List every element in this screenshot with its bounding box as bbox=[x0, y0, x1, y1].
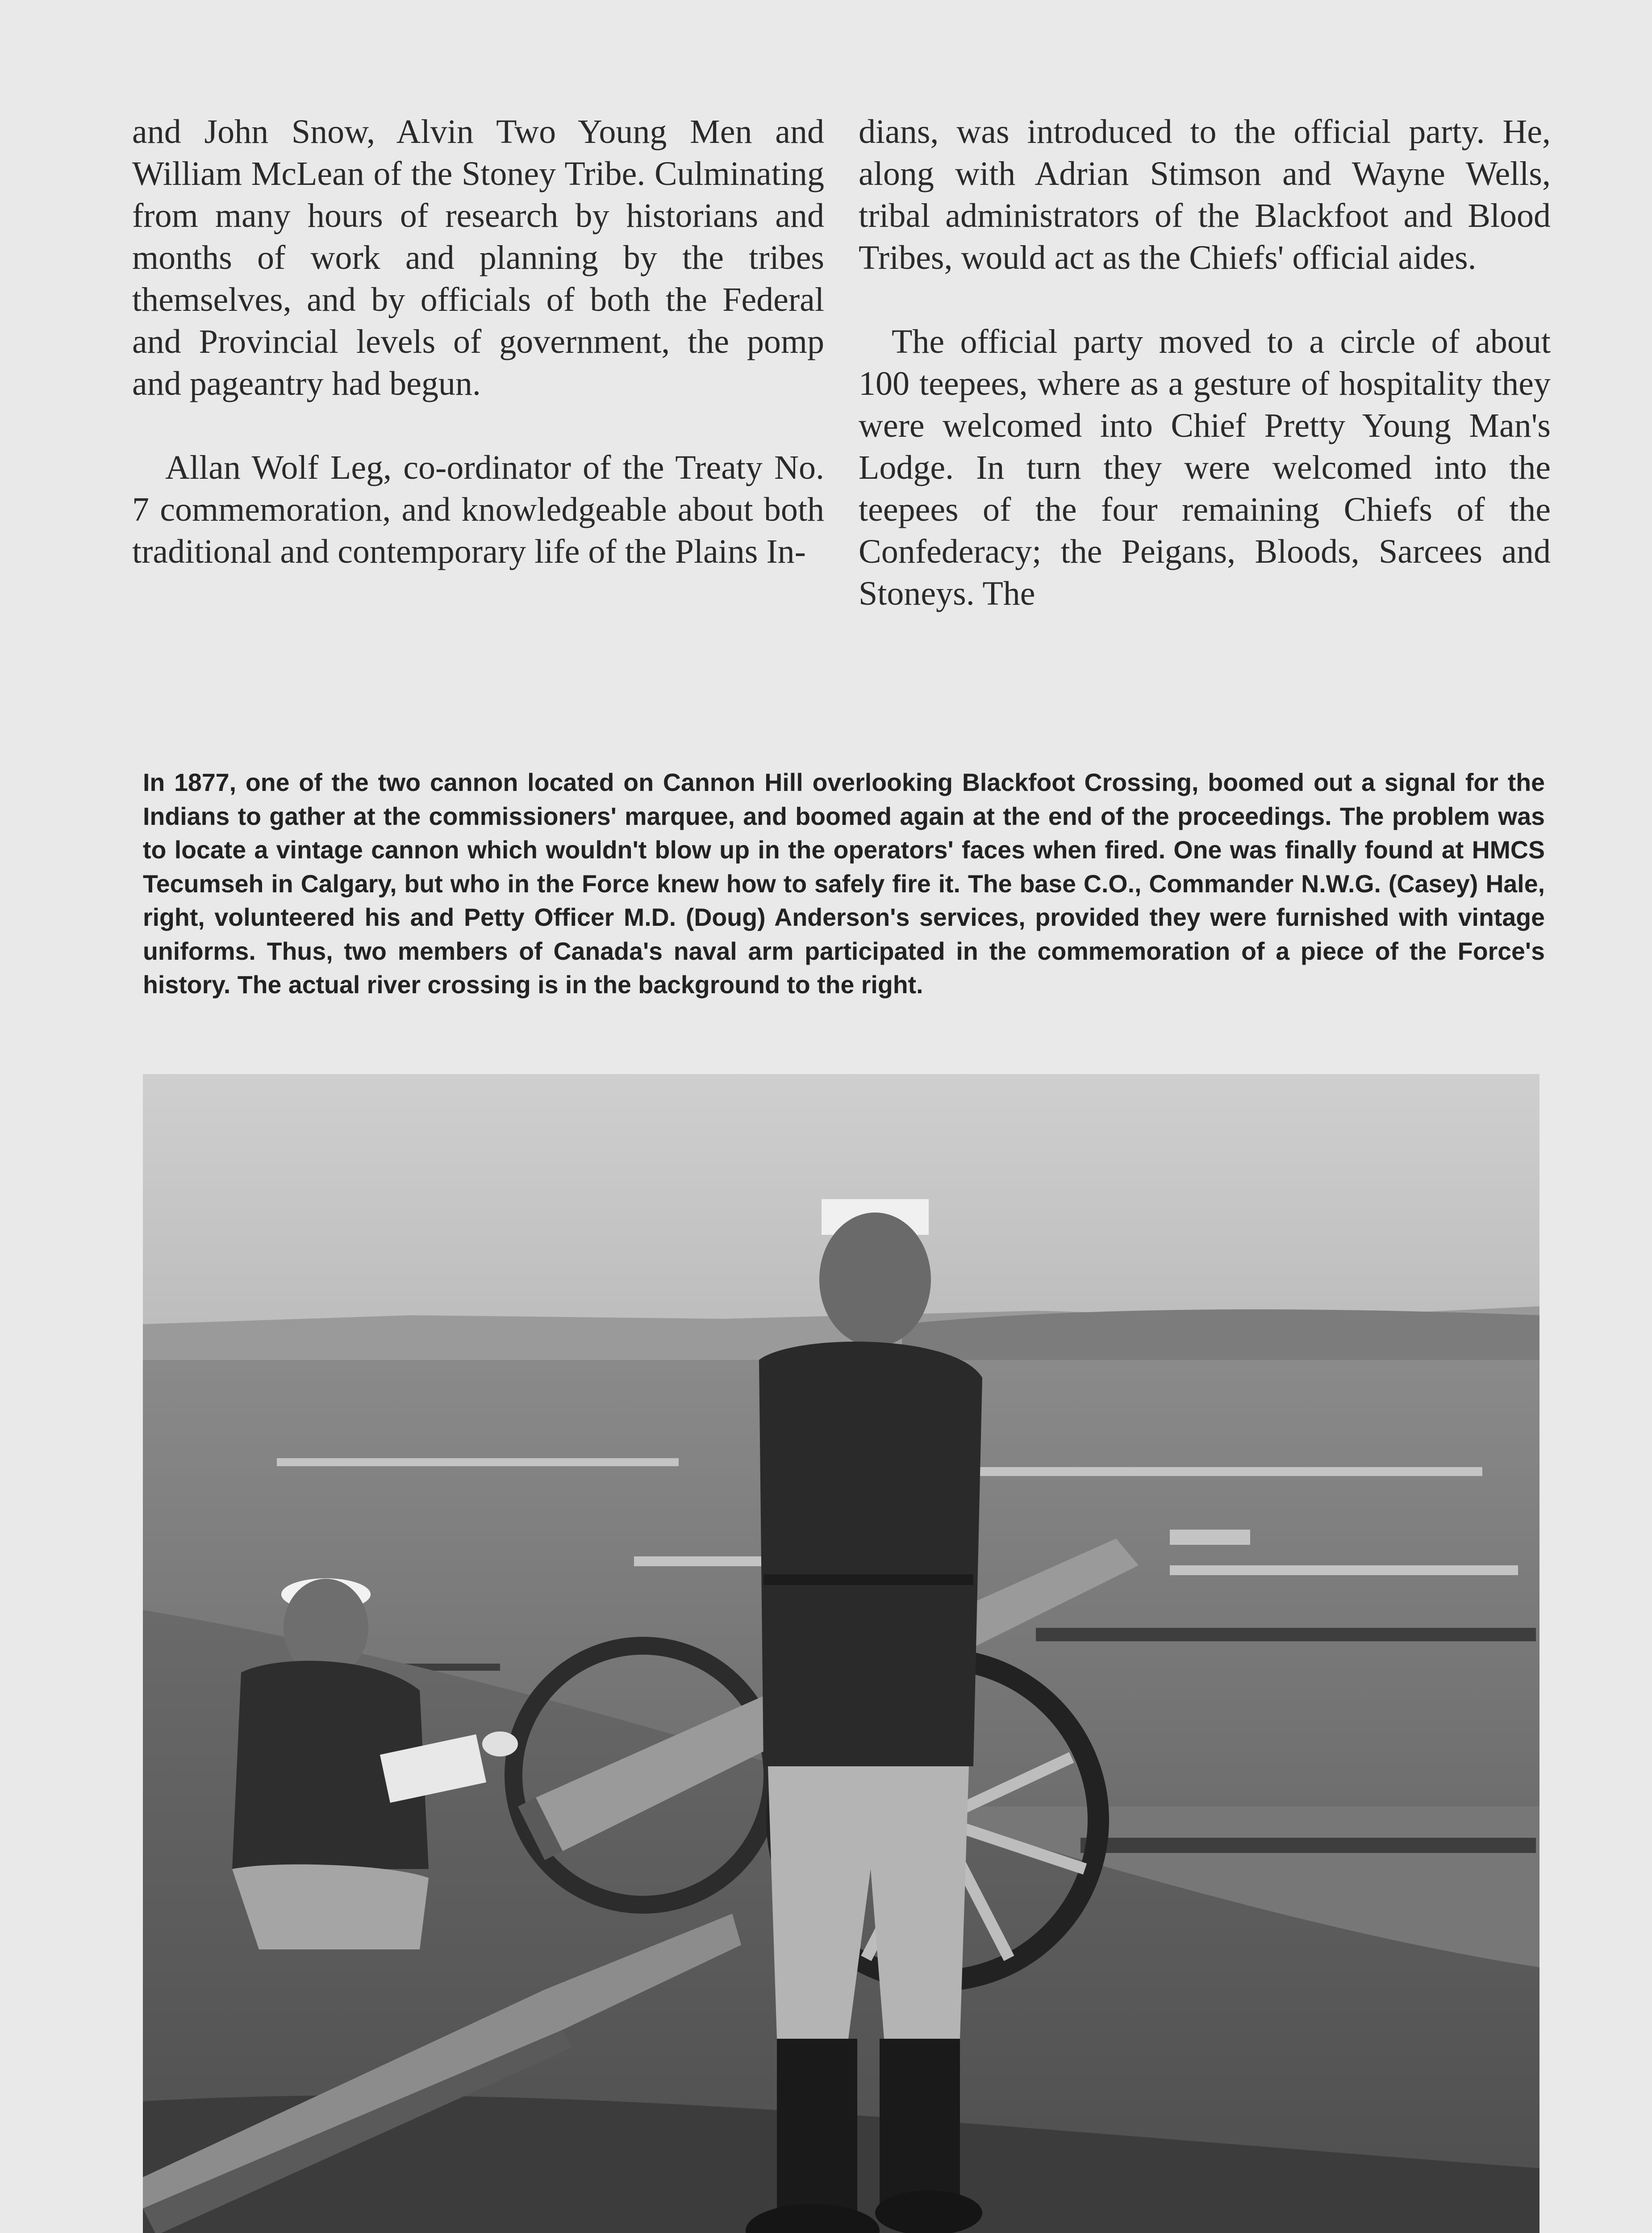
photo-cannon-hill bbox=[143, 1074, 1539, 2233]
paragraph: Allan Wolf Leg, co-ordinator of the Treaty No. 7 commemoration, and knowledgeable about both traditional and contemporary life of the Plains In- bbox=[132, 449, 824, 570]
paragraph: and John Snow, Alvin Two Young Men and William McLean of the Stoney Tribe. Culminating from many hours of research by historians and months of work and planning by the tribes themselves, and by officials of both the Federal and Provincial levels of government, the pomp and pageantry had begun. bbox=[132, 113, 824, 402]
article-column-left bbox=[132, 111, 824, 615]
article-column-right bbox=[859, 111, 1551, 657]
paragraph: The official party moved to a circle of about 100 teepees, where as a gesture of hospitality they were welcomed into Chief Pretty Young Man's Lodge. In turn they were welcomed into the teepees of the four remaining Chiefs of the Confederacy; the Peigans, Bloods, Sarcees and Stoneys. The bbox=[859, 323, 1551, 612]
paragraph: dians, was introduced to the official party. He, along with Adrian Stimson and Wayne Wells, tribal administrators of the Blackfoot and Blood Tribes, would act as the Chiefs' official aides. bbox=[859, 113, 1551, 276]
photo-caption: In 1877, one of the two cannon located on Cannon Hill overlooking Blackfoot Crossing, boomed out a signal for the Indians to gather at the commissioners' marquee, and boomed again at the end of the proceedings. The problem was to locate a vintage cannon which wouldn't blow up in the operators' faces when fired. One was finally found at HMCS Tecumseh in Calgary, but who in the Force knew how to safely fire it. The base C.O., Commander N.W.G. (Casey) Hale, right, volunteered his and Petty Officer M.D. (Doug) Anderson's services, provided they were furnished with vintage uniforms. Thus, two members of Canada's naval arm participated in the commemoration of a piece of the Force's history. The actual river crossing is in the background to the right. bbox=[143, 769, 1545, 999]
